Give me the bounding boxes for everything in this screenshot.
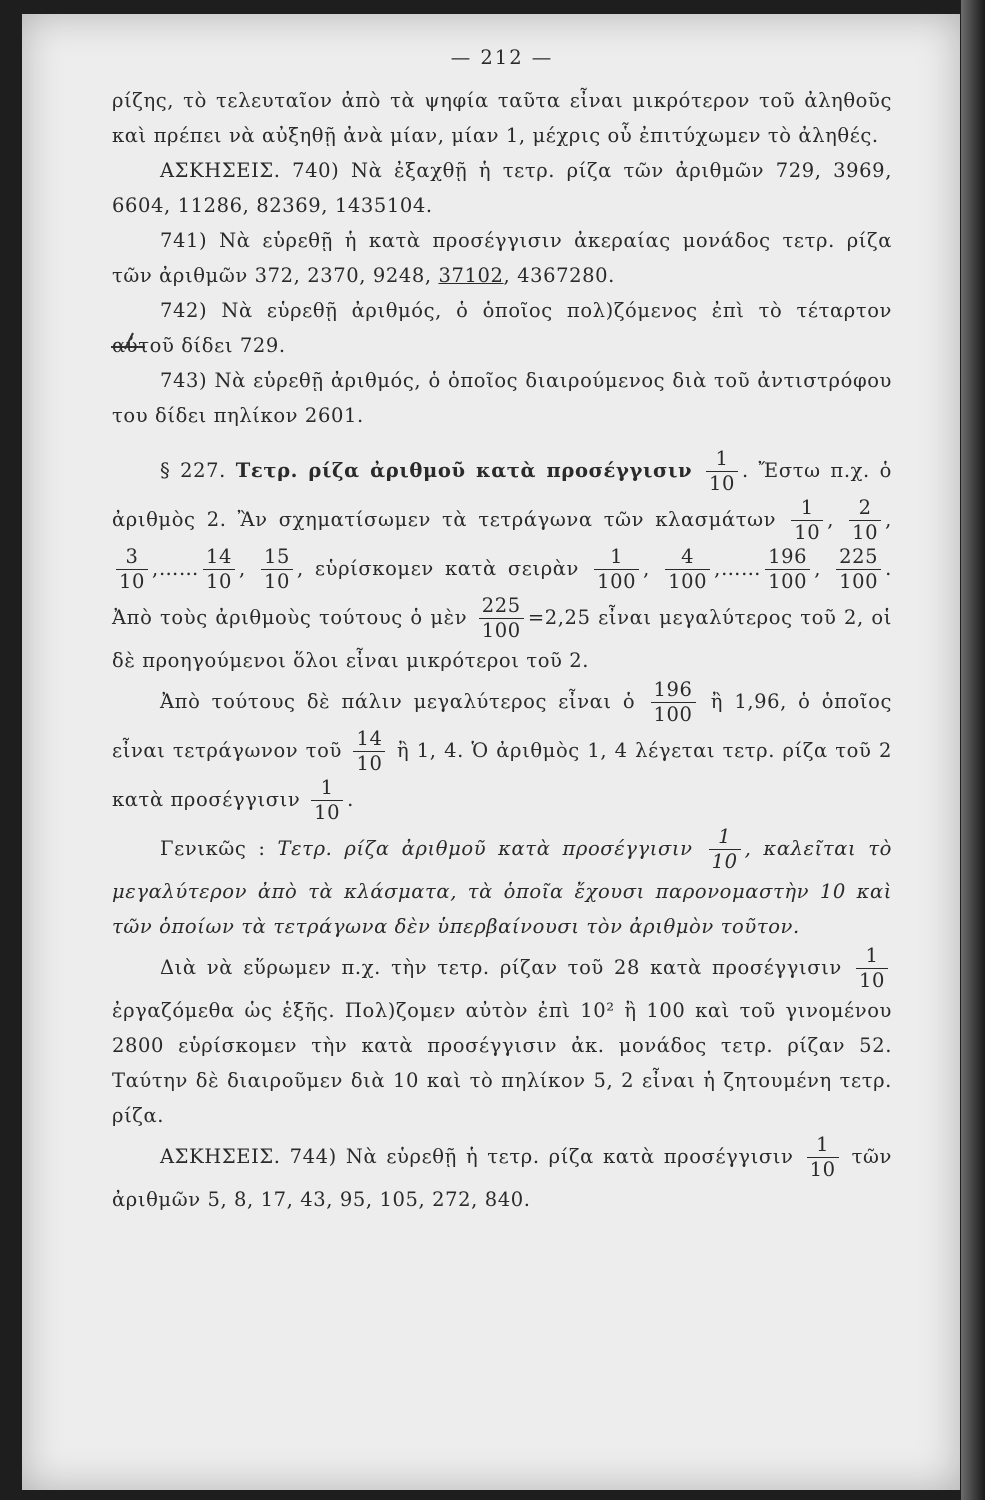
fraction <box>479 594 524 643</box>
fraction-numerator: 196 <box>653 678 693 701</box>
paragraph-continuation: ρίζης, τὸ τελευταῖον ἀπὸ τὰ ψηφία ταῦτα εἶναι μικρότερον τοῦ ἀληθοῦς καὶ πρέπει νὰ αὐξηθῇ ἀνὰ μίαν, μίαν 1, μέχρις οὗ ἐπιτύχωμεν τὸ ἀληθές. <box>112 89 892 147</box>
fraction-denominator: 10 <box>709 849 741 874</box>
again-text-a: Ἀπὸ τούτους δὲ πάλιν μεγαλύτερος εἶναι ὁ <box>160 690 636 713</box>
exercise-744-text-a: ΑΣΚΗΣΕΙΣ. 744) Νὰ εὑρεθῇ ἡ τετρ. ρίζα κατὰ προσέγγισιν <box>160 1145 794 1168</box>
fraction-denominator: 10 <box>856 968 888 993</box>
page-gutter <box>961 0 985 1500</box>
fraction-denominator: 100 <box>651 702 696 727</box>
fraction <box>706 447 738 496</box>
fraction-numerator: 14 <box>206 545 233 568</box>
fraction-numerator: 196 <box>768 545 808 568</box>
fraction-denominator: 10 <box>261 569 293 594</box>
exercise-741 <box>112 223 892 293</box>
fraction-numerator: 15 <box>263 545 290 568</box>
fraction <box>807 1133 839 1182</box>
fraction <box>116 545 148 594</box>
fraction-denominator: 100 <box>836 569 881 594</box>
fraction-numerator: 1 <box>800 496 814 519</box>
fraction-denominator: 100 <box>479 618 524 643</box>
fraction-denominator: 10 <box>203 569 235 594</box>
section-number: § 227. <box>160 459 226 482</box>
fraction <box>849 496 881 545</box>
fraction-denominator: 100 <box>765 569 810 594</box>
section-greater-text: =2,25 εἶναι μεγαλύτερος τοῦ 2, οἱ δὲ προηγούμενοι ὅλοι εἶναι μικρότεροι τοῦ 2. <box>112 606 892 672</box>
fraction-numerator: 1 <box>320 776 334 799</box>
fraction-numerator: 1 <box>718 825 732 848</box>
definition-text-a: Τετρ. ρίζα ἀριθμοῦ κατὰ προσέγγισιν <box>277 837 693 860</box>
fraction <box>836 545 881 594</box>
section-found-text: , εὑρίσκομεν κατὰ σειρὰν <box>297 557 579 580</box>
fraction-numerator: 1 <box>816 1133 830 1156</box>
fraction-denominator: 10 <box>311 800 343 825</box>
paragraph-again <box>112 678 892 825</box>
example-text-a: Διὰ νὰ εὕρωμεν π.χ. τὴν τετρ. ρίζαν τοῦ 28 κατὰ προσέγγισιν <box>160 956 842 979</box>
fraction-numerator: 3 <box>125 545 139 568</box>
again-end: . <box>347 788 354 811</box>
fraction <box>856 944 888 993</box>
fraction-numerator: 225 <box>481 594 521 617</box>
fraction-numerator: 4 <box>681 545 695 568</box>
section-227: § 227. Τετρ. ρίζα ἀριθμοῦ κατὰ προσέγγισιν $\frac{1}{10}$ . Ἔστω π.χ. ὁ ἀριθμὸς 2. Ἂν σχηματίσωμεν τὰ τετράγωνα τῶν κλασμάτων $\frac{1}{10}$ , $\frac{2}{10}$ , $\frac{3}{10}$ ,…… $\frac{14}{10}$ , $\frac{15}{10}$ , εὑρίσκομεν κατὰ σειρὰν $\frac{1}{100}$ , $\frac{4}{100}$ ,…… $\frac{196}{100}$ , $\frac{225}{100}$ . Ἀπὸ τοὺς ἀριθμοὺς τούτους ὁ μὲν $\frac{225}{100}$ =2,25 εἶναι μεγαλύτερος τοῦ 2, οἱ δὲ προηγούμενοι ὅλοι εἶναι μικρότεροι τοῦ 2. <box>112 447 892 672</box>
exercise-741-end: , 4367280. <box>503 264 615 287</box>
fraction-numerator: 1 <box>610 545 624 568</box>
fraction-numerator: 14 <box>356 727 383 750</box>
example-paragraph <box>112 944 892 1133</box>
fraction <box>594 545 639 594</box>
fraction <box>311 776 343 825</box>
fraction <box>709 825 741 874</box>
page-number: — 212 — <box>450 46 554 69</box>
exercise-744 <box>112 1133 892 1217</box>
fraction <box>765 545 810 594</box>
fraction-denominator: 10 <box>791 520 823 545</box>
fraction-denominator: 100 <box>594 569 639 594</box>
exercise-743: 743) Νὰ εὑρεθῇ ἀριθμός, ὁ ὁποῖος διαιρούμενος διὰ τοῦ ἀντιστρόφου του δίδει πηλίκον 2601. <box>112 369 892 427</box>
fraction <box>791 496 823 545</box>
fraction <box>665 545 710 594</box>
exercise-744-text-b: τῶν ἀριθμῶν 5, 8, 17, 43, 95, 105, 272, 840. <box>112 1145 892 1211</box>
fraction <box>353 727 385 776</box>
example-text-b: ἐργαζόμεθα ὡς ἑξῆς. Πολ)ζομεν αὐτὸν ἐπὶ 10² ἢ 100 καὶ τοῦ γινομένου 2800 εὑρίσκομεν τὴν κατὰ προσέγγισιν ἀκ. μονάδος τετρ. ρίζαν 52. Ταύτην δὲ διαιροῦμεν διὰ 10 καὶ τὸ πηλίκον 5, 2 εἶναι ἡ ζητουμένη τετρ. ρίζα. <box>112 999 892 1127</box>
exercise-741-text: 741) Νὰ εὑρεθῇ ἡ κατὰ προσέγγισιν ἀκεραίας μονάδος τετρ. ρίζα τῶν ἀριθμῶν 372, 2370, 9248, <box>112 229 892 287</box>
definition-text-b: , καλεῖται τὸ μεγαλύτερον ἀπὸ τὰ κλάσματα, τὰ ὁποῖα ἔχουσι παρονομαστὴν 10 καὶ τῶν ὁποίων τὰ τετράγωνα δὲν ὑπερβαίνουσι τὸν ἀριθμὸν τοῦτον. <box>112 837 892 938</box>
fraction <box>203 545 235 594</box>
definition-label: Γενικῶς : <box>160 837 266 860</box>
fraction-denominator: 10 <box>116 569 148 594</box>
fraction-denominator: 10 <box>353 751 385 776</box>
fraction-denominator: 10 <box>706 471 738 496</box>
again-text-c: ἢ 1, 4. Ὁ ἀριθμὸς 1, 4 λέγεται τετρ. ρίζα τοῦ 2 κατὰ προσέγγισιν <box>112 739 892 811</box>
fraction-numerator: 1 <box>865 944 879 967</box>
ellipsis: …… <box>720 557 762 580</box>
definition-paragraph <box>112 825 892 944</box>
section-intro: . Ἔστω π.χ. ὁ ἀριθμὸς 2. Ἂν σχηματίσωμεν τὰ τετράγωνα τῶν κλασμάτων <box>112 459 892 531</box>
fraction-denominator: 10 <box>807 1157 839 1182</box>
fraction <box>261 545 293 594</box>
again-text-b: ἢ 1,96, ὁ ὁποῖος εἶναι τετράγωνον τοῦ <box>112 690 892 762</box>
fraction-numerator: 2 <box>858 496 872 519</box>
section-from-text: . Ἀπὸ τοὺς ἀριθμοὺς τούτους ὁ μὲν <box>112 557 892 629</box>
page-text <box>112 40 892 1217</box>
exercise-742: 742) Νὰ εὑρεθῇ ἀριθμός, ὁ ὁποῖος πολ)ζόμενος ἐπὶ τὸ τέταρτον αὐτοῦ δίδει 729. <box>112 299 892 357</box>
fraction-denominator: 100 <box>665 569 710 594</box>
section-title: Τετρ. ρίζα ἀριθμοῦ κατὰ προσέγγισιν <box>235 459 693 482</box>
underlined-number: 37102 <box>438 264 504 287</box>
fraction-numerator: 225 <box>839 545 879 568</box>
fraction <box>651 678 696 727</box>
fraction-numerator: 1 <box>715 447 729 470</box>
ellipsis: …… <box>158 557 200 580</box>
exercise-740: ΑΣΚΗΣΕΙΣ. 740) Νὰ ἐξαχθῇ ἡ τετρ. ρίζα τῶν ἀριθμῶν 729, 3969, 6604, 11286, 82369, 1435104. <box>112 159 892 217</box>
fraction-denominator: 10 <box>849 520 881 545</box>
